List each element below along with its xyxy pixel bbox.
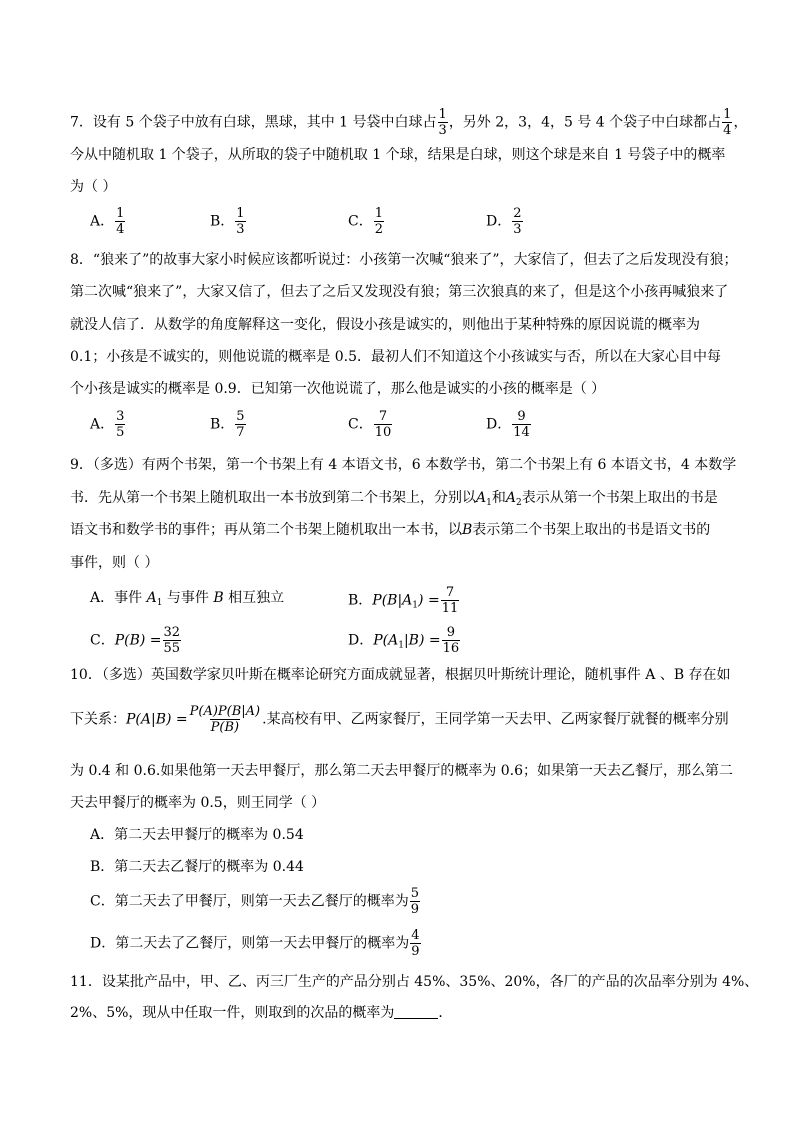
q7-option-c: C． $\frac{1}{2}$ — [348, 206, 383, 237]
q10-option-a: A．第二天去甲餐厅的概率为 0.54 — [90, 827, 304, 843]
q9-line-1: 9．（多选）有两个书架，第一个书架上有 4 本语文书，6 本数学书，第二个书架上有 6 本语文书，4 本数学 — [70, 457, 737, 473]
q8-option-d: D． $\frac{9}{14}$ — [486, 409, 530, 440]
q10-line-1: 10．（多选）英国数学家贝叶斯在概率论研究方面成就显著，根据贝叶斯统计理论，随机事件 A 、B 存在如 — [70, 667, 731, 683]
q11-answer-blank[interactable] — [394, 1004, 438, 1019]
q8-option-c: C． $\frac{7}{10}$ — [348, 409, 392, 440]
q9-option-a: A．事件 $A_1$ 与事件 B 相互独立 — [90, 590, 285, 608]
q10-line-4: 天去甲餐厅的概率为 0.5，则王同学（ ） — [70, 795, 326, 811]
q7-option-d: D． $\frac{2}{3}$ — [486, 206, 522, 237]
q10-bayes-fraction: $\frac{P(A)P(B|A)}{P(B)}$ — [189, 704, 261, 735]
q10-line-2: 下关系：P(A|B) = $\frac{P(A)P(B|A)}{P(B)}$ .某高校有甲、乙两家餐厅，王同学第一天去甲、乙两家餐厅就餐的概率分别 — [70, 704, 729, 735]
q10-option-b: B．第二天去乙餐厅的概率为 0.44 — [90, 859, 304, 875]
q8-line-4: 0.1；小孩是不诚实的，则他说谎的概率是 0.5．最初人们不知道这个小孩诚实与否，所以在大家心目中每 — [70, 349, 721, 365]
q7-option-b: B． $\frac{1}{3}$ — [210, 206, 245, 237]
q7-fraction-one-fourth: $\frac{1}{4}$ — [723, 107, 732, 138]
q10-option-d: D．第二天去了乙餐厅，则第一天去甲餐厅的概率为 $\frac{4}{9}$ — [90, 928, 420, 959]
q7-option-a: A． $\frac{1}{4}$ — [90, 206, 125, 237]
q9-line-2: 书．先从第一个书架上随机取出一本书放到第二个书架上，分别以$A_1$和$A_2$表示从第一个书架上取出的书是 — [70, 490, 718, 508]
q8-line-2: 第二次喊“狼来了”，大家又信了，但去了之后又发现没有狼；第三次狼真的来了，但是这个小孩再喊狼来了 — [70, 284, 729, 300]
q7-fraction-one-third: $\frac{1}{3}$ — [438, 107, 447, 138]
q9-option-b: B．$P(B|A_1)$ = $\frac{7}{11}$ — [348, 585, 459, 616]
q7-line-2: 今从中随机取 1 个袋子，从所取的袋子中随机取 1 个球，结果是白球，则这个球是来自 1 号袋子中的概率 — [70, 147, 726, 163]
q9-option-d: D．$P(A_1|B)$ = $\frac{9}{16}$ — [348, 625, 460, 656]
q8-line-5: 个小孩是诚实的概率是 0.9．已知第一次他说谎了，那么他是诚实的小孩的概率是（ ） — [70, 381, 606, 397]
q8-line-1: 8．“狼来了”的故事大家小时候应该都听说过：小孩第一次喊“狼来了”，大家信了，但去了之后发现没有狼； — [70, 252, 738, 268]
q7-line-3: 为（ ） — [70, 179, 117, 195]
q11-line-1: 11．设某批产品中，甲、乙、丙三厂生产的产品分别占 45%、35%、20%，各厂的产品的次品率分别为 4%、 — [70, 974, 759, 990]
q9-line-3: 语文书和数学书的事件；再从第二个书架上随机取出一本书，以B表示第二个书架上取出的书是语文书的 — [70, 522, 711, 538]
q7-line-1: 7．设有 5 个袋子中放有白球，黑球，其中 1 号袋中白球占 $\frac{1}{3}$ ，另外 2，3，4，5 号 4 个袋子中白球都占 $\frac{1}{4}$ ， — [70, 107, 748, 138]
q10-option-c: C．第二天去了甲餐厅，则第一天去乙餐厅的概率为 $\frac{5}{9}$ — [90, 886, 419, 917]
q10-line-3: 为 0.4 和 0.6.如果他第一天去甲餐厅，那么第二天去甲餐厅的概率为 0.6；如果第一天去乙餐厅，那么第二 — [70, 763, 734, 779]
q9-option-c: C．P(B) = $\frac{32}{55}$ — [90, 625, 181, 656]
q9-line-4: 事件，则（ ） — [70, 555, 159, 571]
q8-option-b: B． $\frac{5}{7}$ — [210, 409, 245, 440]
q11-line-2: 2%、5%，现从中任取一件，则取到的次品的概率为 ． — [70, 1005, 453, 1021]
q8-line-3: 就没人信了．从数学的角度解释这一变化，假设小孩是诚实的，则他出于某种特殊的原因说谎的概率为 — [70, 317, 700, 333]
q8-option-a: A． $\frac{3}{5}$ — [90, 409, 125, 440]
